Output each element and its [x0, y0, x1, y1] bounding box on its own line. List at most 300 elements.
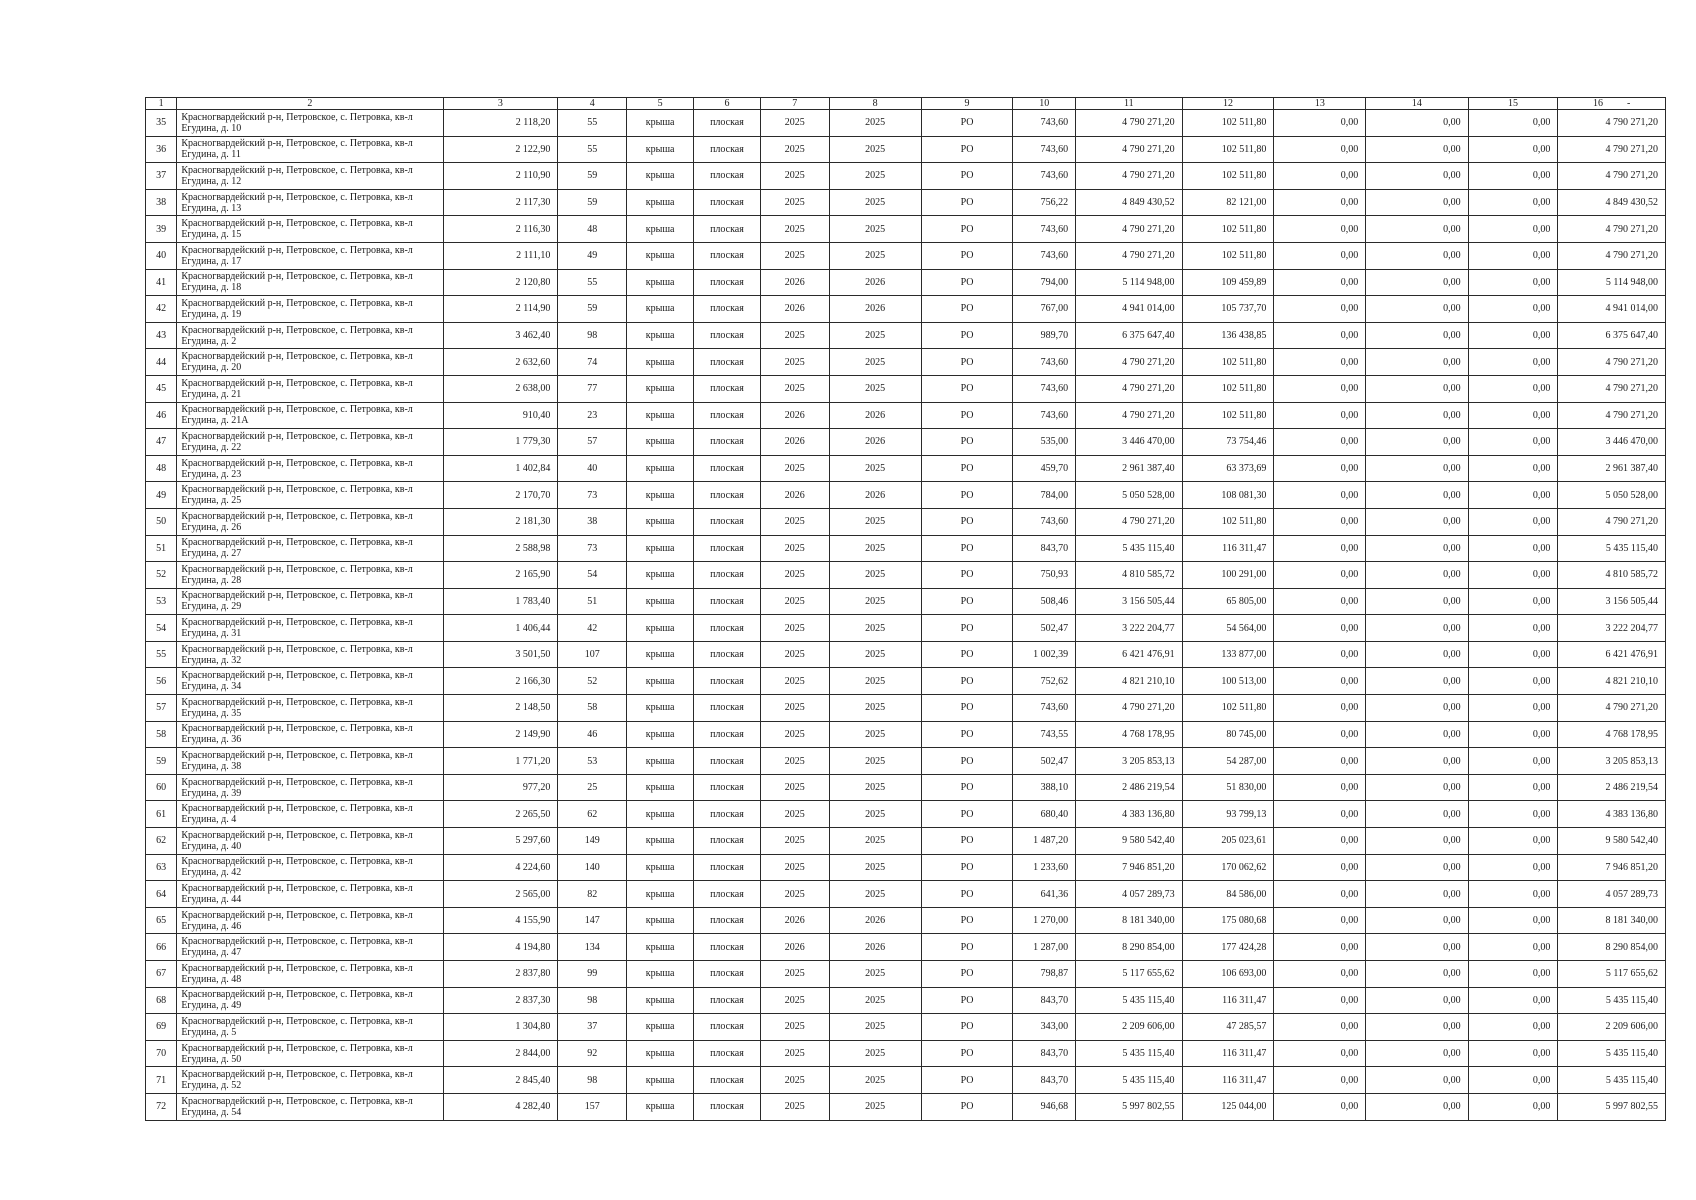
cell-cost-13: 0,00 [1274, 429, 1366, 456]
cell-residents: 62 [558, 801, 627, 828]
cell-address: Красногвардейский р-н, Петровское, с. Петровка, кв-л Егудина, д. 22 [177, 429, 443, 456]
cell-design-cost: 51 830,00 [1182, 774, 1274, 801]
cell-address: Красногвардейский р-н, Петровское, с. Петровка, кв-л Егудина, д. 13 [177, 189, 443, 216]
cell-design-cost: 116 311,47 [1182, 535, 1274, 562]
cell-cost-15: 0,00 [1468, 402, 1558, 429]
cell-total-area: 4 282,40 [443, 1093, 558, 1120]
cell-roof-type: плоская [694, 402, 761, 429]
cell-total-cost: 4 790 271,20 [1558, 349, 1666, 376]
table-row [146, 987, 1666, 1014]
cell-unit-cost: 843,70 [1013, 987, 1076, 1014]
cell-cost-14: 0,00 [1366, 482, 1468, 509]
cell-roof-type: плоская [694, 615, 761, 642]
cell-row-index: 52 [146, 562, 177, 589]
cell-row-index: 43 [146, 322, 177, 349]
cell-cost-14: 0,00 [1366, 615, 1468, 642]
cell-cost-14: 0,00 [1366, 163, 1468, 190]
cell-year-end: 2026 [829, 907, 921, 934]
cell-total-area: 910,40 [443, 402, 558, 429]
cell-source: РО [921, 322, 1013, 349]
table-row [146, 189, 1666, 216]
cell-year-start: 2025 [760, 695, 829, 722]
cell-address: Красногвардейский р-н, Петровское, с. Петровка, кв-л Егудина, д. 25 [177, 482, 443, 509]
cell-residents: 48 [558, 216, 627, 243]
cell-element: крыша [627, 828, 694, 855]
cell-row-index: 38 [146, 189, 177, 216]
cell-row-index: 58 [146, 721, 177, 748]
column-number-8 [829, 98, 921, 110]
column-number-label: 5 [657, 98, 663, 109]
cell-total-cost: 4 383 136,80 [1558, 801, 1666, 828]
cell-residents: 107 [558, 641, 627, 668]
cell-cost-13: 0,00 [1274, 216, 1366, 243]
cell-design-cost: 108 081,30 [1182, 482, 1274, 509]
cell-row-index: 50 [146, 508, 177, 535]
cell-year-start: 2025 [760, 216, 829, 243]
cell-work-cost: 4 768 178,95 [1076, 721, 1182, 748]
cell-total-area: 2 110,90 [443, 163, 558, 190]
cell-work-cost: 4 790 271,20 [1076, 163, 1182, 190]
cell-total-cost: 9 580 542,40 [1558, 828, 1666, 855]
cell-address: Красногвардейский р-н, Петровское, с. Петровка, кв-л Егудина, д. 31 [177, 615, 443, 642]
cell-residents: 149 [558, 828, 627, 855]
cell-roof-type: плоская [694, 482, 761, 509]
cell-year-end: 2025 [829, 1014, 921, 1041]
cell-year-end: 2025 [829, 721, 921, 748]
cell-element: крыша [627, 1093, 694, 1120]
cell-element: крыша [627, 588, 694, 615]
cell-year-start: 2025 [760, 1040, 829, 1067]
cell-year-start: 2026 [760, 429, 829, 456]
cell-roof-type: плоская [694, 296, 761, 323]
cell-total-area: 1 771,20 [443, 748, 558, 775]
cell-unit-cost: 794,00 [1013, 269, 1076, 296]
cell-address: Красногвардейский р-н, Петровское, с. Петровка, кв-л Егудина, д. 23 [177, 455, 443, 482]
cell-cost-13: 0,00 [1274, 615, 1366, 642]
cell-cost-14: 0,00 [1366, 110, 1468, 137]
column-number-label: 12 [1222, 98, 1233, 109]
cell-cost-15: 0,00 [1468, 881, 1558, 908]
cell-cost-13: 0,00 [1274, 748, 1366, 775]
cell-element: крыша [627, 375, 694, 402]
cell-row-index: 71 [146, 1067, 177, 1094]
cell-unit-cost: 680,40 [1013, 801, 1076, 828]
cell-element: крыша [627, 163, 694, 190]
cell-unit-cost: 743,60 [1013, 136, 1076, 163]
cell-cost-15: 0,00 [1468, 269, 1558, 296]
cell-residents: 73 [558, 482, 627, 509]
cell-address: Красногвардейский р-н, Петровское, с. Петровка, кв-л Егудина, д. 48 [177, 961, 443, 988]
cell-cost-14: 0,00 [1366, 402, 1468, 429]
cell-year-end: 2026 [829, 296, 921, 323]
cell-roof-type: плоская [694, 695, 761, 722]
cell-year-start: 2025 [760, 615, 829, 642]
cell-work-cost: 8 181 340,00 [1076, 907, 1182, 934]
cell-year-end: 2025 [829, 987, 921, 1014]
cell-row-index: 60 [146, 774, 177, 801]
cell-cost-13: 0,00 [1274, 535, 1366, 562]
cell-cost-15: 0,00 [1468, 1093, 1558, 1120]
cell-total-cost: 4 790 271,20 [1558, 375, 1666, 402]
cell-row-index: 42 [146, 296, 177, 323]
cell-source: РО [921, 110, 1013, 137]
table-row [146, 322, 1666, 349]
cell-unit-cost: 1 233,60 [1013, 854, 1076, 881]
column-number-label: 15 [1507, 98, 1518, 109]
cell-year-end: 2026 [829, 934, 921, 961]
cell-year-start: 2025 [760, 242, 829, 269]
cell-row-index: 61 [146, 801, 177, 828]
cell-total-cost: 4 790 271,20 [1558, 216, 1666, 243]
cell-row-index: 51 [146, 535, 177, 562]
cell-design-cost: 106 693,00 [1182, 961, 1274, 988]
cell-residents: 147 [558, 907, 627, 934]
cell-address: Красногвардейский р-н, Петровское, с. Петровка, кв-л Егудина, д. 27 [177, 535, 443, 562]
cell-element: крыша [627, 774, 694, 801]
cell-roof-type: плоская [694, 801, 761, 828]
cell-element: крыша [627, 615, 694, 642]
cell-unit-cost: 750,93 [1013, 562, 1076, 589]
cell-cost-14: 0,00 [1366, 216, 1468, 243]
cell-total-area: 2 837,80 [443, 961, 558, 988]
cell-source: РО [921, 668, 1013, 695]
cell-element: крыша [627, 907, 694, 934]
cell-work-cost: 4 790 271,20 [1076, 136, 1182, 163]
cell-cost-15: 0,00 [1468, 934, 1558, 961]
cell-roof-type: плоская [694, 189, 761, 216]
cell-row-index: 35 [146, 110, 177, 137]
cell-source: РО [921, 402, 1013, 429]
cell-cost-15: 0,00 [1468, 189, 1558, 216]
cell-address: Красногвардейский р-н, Петровское, с. Петровка, кв-л Егудина, д. 12 [177, 163, 443, 190]
cell-total-area: 2 116,30 [443, 216, 558, 243]
cell-cost-14: 0,00 [1366, 987, 1468, 1014]
cell-year-start: 2025 [760, 189, 829, 216]
cell-roof-type: плоская [694, 375, 761, 402]
cell-total-area: 1 783,40 [443, 588, 558, 615]
cell-row-index: 53 [146, 588, 177, 615]
cell-cost-15: 0,00 [1468, 216, 1558, 243]
cell-cost-14: 0,00 [1366, 854, 1468, 881]
cell-unit-cost: 989,70 [1013, 322, 1076, 349]
cell-source: РО [921, 163, 1013, 190]
cell-design-cost: 84 586,00 [1182, 881, 1274, 908]
cell-row-index: 57 [146, 695, 177, 722]
column-number-11 [1076, 98, 1182, 110]
cell-cost-14: 0,00 [1366, 136, 1468, 163]
cell-total-cost: 8 290 854,00 [1558, 934, 1666, 961]
cell-source: РО [921, 296, 1013, 323]
table-row [146, 748, 1666, 775]
cell-residents: 54 [558, 562, 627, 589]
cell-total-area: 2 638,00 [443, 375, 558, 402]
cell-total-area: 2 632,60 [443, 349, 558, 376]
cell-residents: 77 [558, 375, 627, 402]
cell-cost-14: 0,00 [1366, 1014, 1468, 1041]
cell-year-start: 2025 [760, 987, 829, 1014]
cell-element: крыша [627, 1014, 694, 1041]
cell-cost-15: 0,00 [1468, 242, 1558, 269]
cell-source: РО [921, 854, 1013, 881]
cell-total-area: 2 588,98 [443, 535, 558, 562]
cell-source: РО [921, 961, 1013, 988]
cell-design-cost: 63 373,69 [1182, 455, 1274, 482]
cell-source: РО [921, 615, 1013, 642]
cell-total-cost: 2 209 606,00 [1558, 1014, 1666, 1041]
cell-address: Красногвардейский р-н, Петровское, с. Петровка, кв-л Егудина, д. 29 [177, 588, 443, 615]
cell-year-start: 2026 [760, 934, 829, 961]
cell-address: Красногвардейский р-н, Петровское, с. Петровка, кв-л Егудина, д. 46 [177, 907, 443, 934]
cell-cost-13: 0,00 [1274, 242, 1366, 269]
cell-year-end: 2025 [829, 828, 921, 855]
cell-cost-15: 0,00 [1468, 562, 1558, 589]
column-number-13 [1274, 98, 1366, 110]
cell-year-start: 2025 [760, 136, 829, 163]
table-row [146, 455, 1666, 482]
table-row [146, 136, 1666, 163]
cell-total-cost: 3 156 505,44 [1558, 588, 1666, 615]
cell-total-cost: 5 997 802,55 [1558, 1093, 1666, 1120]
table-row [146, 828, 1666, 855]
cell-source: РО [921, 482, 1013, 509]
register-table [145, 97, 1666, 1121]
cell-work-cost: 4 790 271,20 [1076, 110, 1182, 137]
cell-work-cost: 4 790 271,20 [1076, 375, 1182, 402]
table-row [146, 429, 1666, 456]
table-row [146, 269, 1666, 296]
cell-roof-type: плоская [694, 429, 761, 456]
cell-unit-cost: 784,00 [1013, 482, 1076, 509]
cell-total-area: 2 837,30 [443, 987, 558, 1014]
table-row [146, 402, 1666, 429]
cell-cost-13: 0,00 [1274, 641, 1366, 668]
cell-design-cost: 116 311,47 [1182, 1067, 1274, 1094]
cell-element: крыша [627, 748, 694, 775]
cell-design-cost: 102 511,80 [1182, 508, 1274, 535]
cell-residents: 40 [558, 455, 627, 482]
cell-cost-15: 0,00 [1468, 961, 1558, 988]
table-row [146, 535, 1666, 562]
cell-element: крыша [627, 508, 694, 535]
cell-total-area: 2 111,10 [443, 242, 558, 269]
cell-work-cost: 3 446 470,00 [1076, 429, 1182, 456]
cell-cost-15: 0,00 [1468, 455, 1558, 482]
cell-address: Красногвардейский р-н, Петровское, с. Петровка, кв-л Егудина, д. 36 [177, 721, 443, 748]
cell-cost-13: 0,00 [1274, 322, 1366, 349]
cell-element: крыша [627, 110, 694, 137]
cell-total-cost: 4 790 271,20 [1558, 110, 1666, 137]
cell-year-end: 2025 [829, 136, 921, 163]
cell-element: крыша [627, 216, 694, 243]
cell-year-start: 2025 [760, 455, 829, 482]
cell-residents: 38 [558, 508, 627, 535]
cell-total-area: 2 565,00 [443, 881, 558, 908]
cell-cost-15: 0,00 [1468, 641, 1558, 668]
cell-row-index: 48 [146, 455, 177, 482]
cell-source: РО [921, 828, 1013, 855]
cell-year-end: 2025 [829, 668, 921, 695]
cell-roof-type: плоская [694, 1040, 761, 1067]
cell-design-cost: 54 287,00 [1182, 748, 1274, 775]
cell-design-cost: 170 062,62 [1182, 854, 1274, 881]
cell-element: крыша [627, 987, 694, 1014]
cell-cost-15: 0,00 [1468, 535, 1558, 562]
cell-year-end: 2025 [829, 695, 921, 722]
cell-row-index: 67 [146, 961, 177, 988]
cell-source: РО [921, 641, 1013, 668]
cell-address: Красногвардейский р-н, Петровское, с. Петровка, кв-л Егудина, д. 28 [177, 562, 443, 589]
cell-design-cost: 93 799,13 [1182, 801, 1274, 828]
cell-year-end: 2025 [829, 641, 921, 668]
cell-cost-15: 0,00 [1468, 774, 1558, 801]
cell-address: Красногвардейский р-н, Петровское, с. Петровка, кв-л Егудина, д. 18 [177, 269, 443, 296]
cell-roof-type: плоская [694, 322, 761, 349]
cell-design-cost: 177 424,28 [1182, 934, 1274, 961]
cell-work-cost: 3 156 505,44 [1076, 588, 1182, 615]
column-number-label: 9 [964, 98, 970, 109]
cell-source: РО [921, 375, 1013, 402]
cell-year-start: 2025 [760, 349, 829, 376]
cell-roof-type: плоская [694, 774, 761, 801]
table-row [146, 801, 1666, 828]
cell-source: РО [921, 189, 1013, 216]
cell-address: Красногвардейский р-н, Петровское, с. Петровка, кв-л Егудина, д. 32 [177, 641, 443, 668]
cell-source: РО [921, 535, 1013, 562]
cell-total-area: 2 120,80 [443, 269, 558, 296]
cell-row-index: 39 [146, 216, 177, 243]
cell-element: крыша [627, 429, 694, 456]
cell-year-start: 2025 [760, 774, 829, 801]
cell-design-cost: 125 044,00 [1182, 1093, 1274, 1120]
cell-cost-13: 0,00 [1274, 828, 1366, 855]
cell-cost-14: 0,00 [1366, 801, 1468, 828]
cell-work-cost: 4 790 271,20 [1076, 242, 1182, 269]
cell-year-start: 2026 [760, 296, 829, 323]
column-number-15 [1468, 98, 1558, 110]
cell-element: крыша [627, 562, 694, 589]
cell-roof-type: плоская [694, 987, 761, 1014]
cell-total-cost: 5 435 115,40 [1558, 1067, 1666, 1094]
cell-residents: 140 [558, 854, 627, 881]
cell-cost-13: 0,00 [1274, 349, 1366, 376]
table-row [146, 934, 1666, 961]
cell-year-start: 2025 [760, 881, 829, 908]
cell-design-cost: 109 459,89 [1182, 269, 1274, 296]
cell-cost-13: 0,00 [1274, 375, 1366, 402]
column-number-label: 8 [872, 98, 878, 109]
cell-address: Красногвардейский р-н, Петровское, с. Петровка, кв-л Егудина, д. 10 [177, 110, 443, 137]
cell-year-start: 2025 [760, 828, 829, 855]
cell-roof-type: плоская [694, 349, 761, 376]
cell-source: РО [921, 801, 1013, 828]
cell-total-cost: 4 790 271,20 [1558, 136, 1666, 163]
cell-total-cost: 4 057 289,73 [1558, 881, 1666, 908]
cell-total-cost: 3 446 470,00 [1558, 429, 1666, 456]
cell-source: РО [921, 774, 1013, 801]
cell-work-cost: 5 117 655,62 [1076, 961, 1182, 988]
cell-cost-13: 0,00 [1274, 801, 1366, 828]
cell-design-cost: 82 121,00 [1182, 189, 1274, 216]
cell-row-index: 55 [146, 641, 177, 668]
cell-address: Красногвардейский р-н, Петровское, с. Петровка, кв-л Егудина, д. 2 [177, 322, 443, 349]
cell-source: РО [921, 136, 1013, 163]
cell-unit-cost: 767,00 [1013, 296, 1076, 323]
table-row [146, 1093, 1666, 1120]
cell-address: Красногвардейский р-н, Петровское, с. Петровка, кв-л Егудина, д. 21А [177, 402, 443, 429]
cell-year-end: 2025 [829, 508, 921, 535]
cell-total-area: 2 114,90 [443, 296, 558, 323]
cell-work-cost: 5 435 115,40 [1076, 987, 1182, 1014]
cell-cost-15: 0,00 [1468, 136, 1558, 163]
cell-element: крыша [627, 1067, 694, 1094]
table-row [146, 615, 1666, 642]
cell-total-cost: 3 205 853,13 [1558, 748, 1666, 775]
cell-year-end: 2025 [829, 1040, 921, 1067]
cell-total-area: 5 297,60 [443, 828, 558, 855]
cell-work-cost: 9 580 542,40 [1076, 828, 1182, 855]
cell-total-cost: 4 790 271,20 [1558, 163, 1666, 190]
cell-total-cost: 7 946 851,20 [1558, 854, 1666, 881]
cell-address: Красногвардейский р-н, Петровское, с. Петровка, кв-л Егудина, д. 39 [177, 774, 443, 801]
table-row [146, 721, 1666, 748]
cell-year-start: 2025 [760, 961, 829, 988]
cell-residents: 37 [558, 1014, 627, 1041]
cell-element: крыша [627, 721, 694, 748]
cell-cost-13: 0,00 [1274, 189, 1366, 216]
cell-design-cost: 136 438,85 [1182, 322, 1274, 349]
cell-total-cost: 4 768 178,95 [1558, 721, 1666, 748]
cell-cost-13: 0,00 [1274, 1040, 1366, 1067]
cell-total-area: 2 845,40 [443, 1067, 558, 1094]
cell-roof-type: плоская [694, 562, 761, 589]
cell-design-cost: 102 511,80 [1182, 242, 1274, 269]
cell-element: крыша [627, 934, 694, 961]
cell-cost-14: 0,00 [1366, 508, 1468, 535]
table-row [146, 668, 1666, 695]
cell-row-index: 47 [146, 429, 177, 456]
table-row [146, 854, 1666, 881]
cell-total-area: 3 462,40 [443, 322, 558, 349]
cell-year-end: 2025 [829, 216, 921, 243]
cell-unit-cost: 1 287,00 [1013, 934, 1076, 961]
cell-total-area: 1 304,80 [443, 1014, 558, 1041]
cell-total-cost: 2 961 387,40 [1558, 455, 1666, 482]
cell-work-cost: 2 486 219,54 [1076, 774, 1182, 801]
cell-year-end: 2025 [829, 881, 921, 908]
cell-year-end: 2025 [829, 1067, 921, 1094]
cell-roof-type: плоская [694, 1067, 761, 1094]
cell-design-cost: 102 511,80 [1182, 110, 1274, 137]
cell-unit-cost: 743,60 [1013, 402, 1076, 429]
cell-cost-15: 0,00 [1468, 349, 1558, 376]
cell-year-end: 2025 [829, 615, 921, 642]
cell-roof-type: плоская [694, 934, 761, 961]
cell-year-start: 2025 [760, 721, 829, 748]
cell-cost-13: 0,00 [1274, 296, 1366, 323]
cell-unit-cost: 502,47 [1013, 615, 1076, 642]
cell-design-cost: 65 805,00 [1182, 588, 1274, 615]
cell-cost-15: 0,00 [1468, 907, 1558, 934]
cell-year-start: 2025 [760, 1067, 829, 1094]
cell-cost-15: 0,00 [1468, 482, 1558, 509]
cell-source: РО [921, 429, 1013, 456]
cell-roof-type: плоская [694, 110, 761, 137]
cell-residents: 74 [558, 349, 627, 376]
cell-design-cost: 102 511,80 [1182, 349, 1274, 376]
cell-element: крыша [627, 695, 694, 722]
cell-design-cost: 116 311,47 [1182, 987, 1274, 1014]
cell-cost-15: 0,00 [1468, 748, 1558, 775]
